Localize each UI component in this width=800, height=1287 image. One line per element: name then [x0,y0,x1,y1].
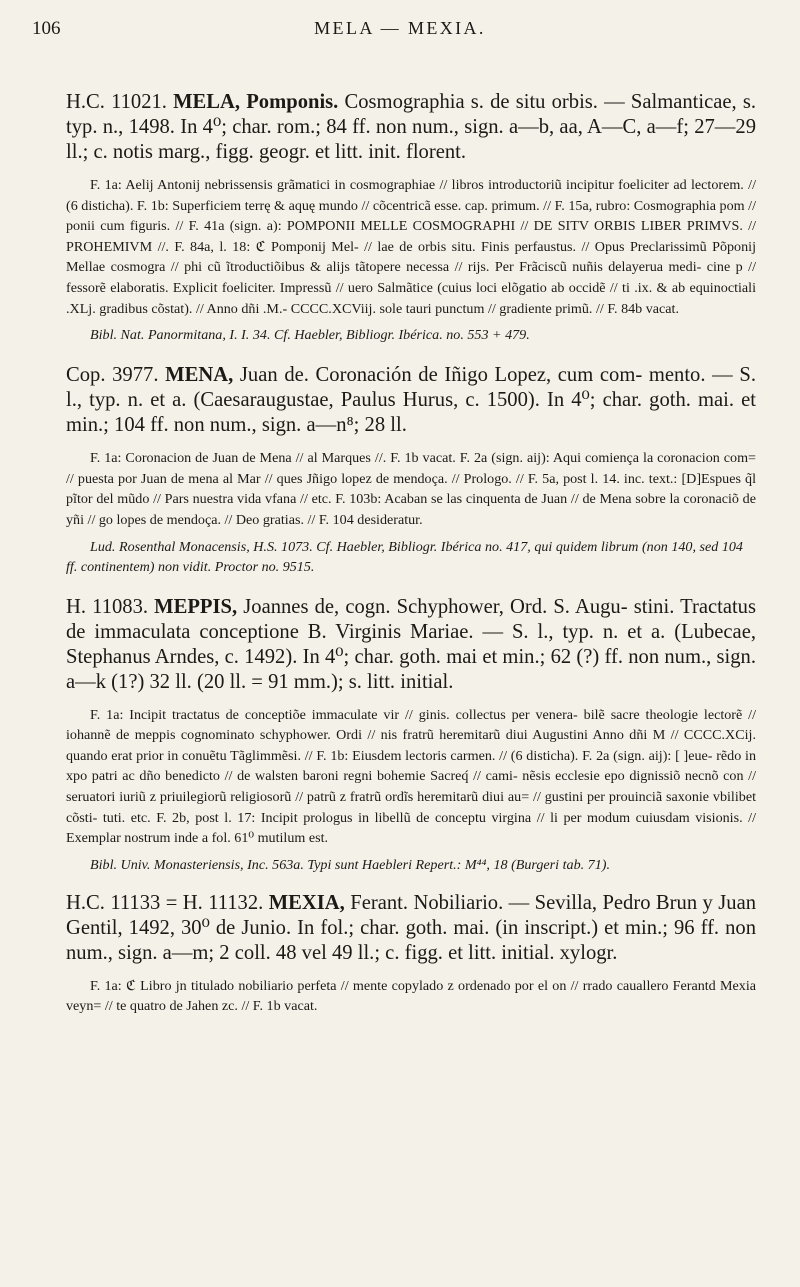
entry-meppis [66,595,756,875]
page-number: 106 [32,18,61,39]
entry-bibliography: Bibl. Nat. Panormitana, I. I. 34. Cf. Haebler, Bibliogr. Ibérica. no. 553 + 479. [90,327,530,344]
entry-author: MEPPIS, [154,595,238,618]
entry-mexia [66,891,756,1017]
entry-author: MENA, [165,364,234,387]
entry-heading [66,363,756,438]
entry-title: Ferant. Nobiliario. — Sevilla, Pedro Brun y Juan Gentil, 1492, 30⁰ de Junio. In fol.; char. goth. mai. (in inscript.) et min.; 96 ff. non num., sign. a—m; 2 coll. 48 vel 49 ll.; c. figg. et litt. initial. xylogr. [66,891,757,964]
entry-reference: H. 11083. [66,595,149,618]
entry-heading [66,891,756,966]
entry-author: MELA, Pomponis. [173,91,339,113]
entry-mela [66,90,756,345]
entry-reference: Cop. 3977. [66,364,159,387]
entry-reference: H.C. 11021. [66,91,167,113]
entry-title: Cosmographia s. de situ orbis. — Salmanticae, s. typ. n., 1498. In 4⁰; char. rom.; 84 ff. non num., sign. a—b, aa, A—C, a—f; 27—29 ll.; c. notis marg., figg. geogr. et litt. init. florent. [66,91,756,163]
entry-author: MEXIA, [268,891,345,914]
entry-description: F. 1a: Aelij Antonij nebrissensis grãmatici in cosmographiae // libros introductoriũ incipitur foeliciter ad lectorem. // (6 disticha). F. 1b: Superficiem terrę & aquę mundo // cõcentricã esse. cap. primum. // F. 15a, rubro: Cosmographia pom // ponii cum figuris. // F. 41a (sign. a): POMPONII MELLE COSMOGRAPHI // DE SITV ORBIS LIBER PRIMVS. // PROHEMIVM //. F. 84a, l. 18: ℭ Pomponij Mel- // lae de orbis situ. Finis perfaustus. // Opus Preclarissimũ Põponij Mellae cosmogra // phi cũ ĩtroductiõibus & alijs tãtopere necessa // rijs. Per Frãciscũ nuñis delayerua medi- cine p // fessorẽ elaboratis. Explicit foeliciter. Impressũ // uero Salmãtice (cuius loci elõgatio ab occidẽ // ti .ix. & ab equinoctiali .XLj. gradibus cõstat). // Anno dñi .M.- CCCC.XCViij. sole tauri punctum // gradiente primũ. // F. 84b vacat. [66,177,756,317]
entry-mena [66,363,756,576]
entry-title: Joannes de, cogn. Schyphower, Ord. S. Augu- stini. Tractatus de immaculata conceptione B. Virginis Mariae. — S. l., typ. n. et a. (Lubecae, Stephanus Arndes, c. 1492). In 4⁰; char. goth. mai et min.; 62 (?) ff. non num., sign. a—k (1?) 32 ll. (20 ll. = 91 mm.); s. litt. initial. [66,595,756,693]
entry-bibliography: Bibl. Univ. Monasteriensis, Inc. 563a. Typi sunt Haebleri Repert.: M⁴⁴, 18 (Burgeri tab. 71). [90,856,610,873]
entry-description: F. 1a: Incipit tractatus de conceptiõe immaculate vir // ginis. collectus per venera- bilẽ sacre theologie lectorẽ // iohannẽ de meppis cognominato schyphower. Ordi // nis fratrũ heremitarũ diui Augustini Anno dñi M // CCCC.XCij. quando erat prior in conuẽtu Tãglimmẽsi. // F. 1b: Eiusdem lectoris carmen. // (6 disticha). F. 2a (sign. aij): [ ]eue- rẽdo in xpo patri ac dño benedicto // de walsten baroni regni bohemie Sacreq́ // cami- nẽsis ecclesie epo dignissiõ necnõ con // seruatori iuriũ z priuilegiorũ religiosorũ // patrũ z fratrũ ordĩs heremitarũ diui au= // gustini per prouinciã saxonie vbilibet cõsti- tuti. etc. F. 2b, post l. 17: Incipit prologus in libellũ de conceptu virgina // li per modum cuiusdam visionis. // Exemplar nostrum inde a fol. 61⁰ mutilum est. [66,706,756,847]
entry-heading [66,90,756,165]
entry-description: F. 1a: ℭ Libro jn titulado nobiliario perfeta // mente copylado z ordenado por el on // rrado cauallero Ferantd Mexia veyn= // te quatro de Jahen zc. // F. 1b vacat. [66,977,756,1015]
running-title: MELA — MEXIA. [314,18,486,38]
entry-description: F. 1a: Coronacion de Juan de Mena // al Marques //. F. 1b vacat. F. 2a (sign. aij): Aqui comiença la coronacion com= // puesta por Juan de mena al Mar // ques Jñigo lopez de mendoça. // Prologo. // F. 5a, post l. 14. inc. text.: [D]Espues q̃l pĩtor del mũdo // Pars nuestra vida vfana // etc. F. 103b: Acaban se las cinquenta de Juan // de Mena sobre la coronaciõ de yñi // go lopes de mendoça. // Deo gratias. // F. 104 desideratur. [66,450,756,528]
catalogue-body [66,90,756,1017]
running-header [30,16,770,42]
entry-reference: H.C. 11133 = H. 11132. [66,891,264,914]
entry-heading [66,595,756,695]
entry-title: Juan de. Coronación de Iñigo Lopez, cum com- mento. — S. l., typ. n. et a. (Caesaraugustae, Paulus Hurus, c. 1500). In 4⁰; char. goth. mai. et min.; 104 ff. non num., sign. a—n⁸; 28 ll. [66,364,757,437]
entry-bibliography: Lud. Rosenthal Monacensis, H.S. 1073. Cf. Haebler, Bibliogr. Ibérica no. 417, qui quidem librum (non 140, sed 104 ff. continentem) non vidit. Proctor no. 9515. [66,538,743,575]
